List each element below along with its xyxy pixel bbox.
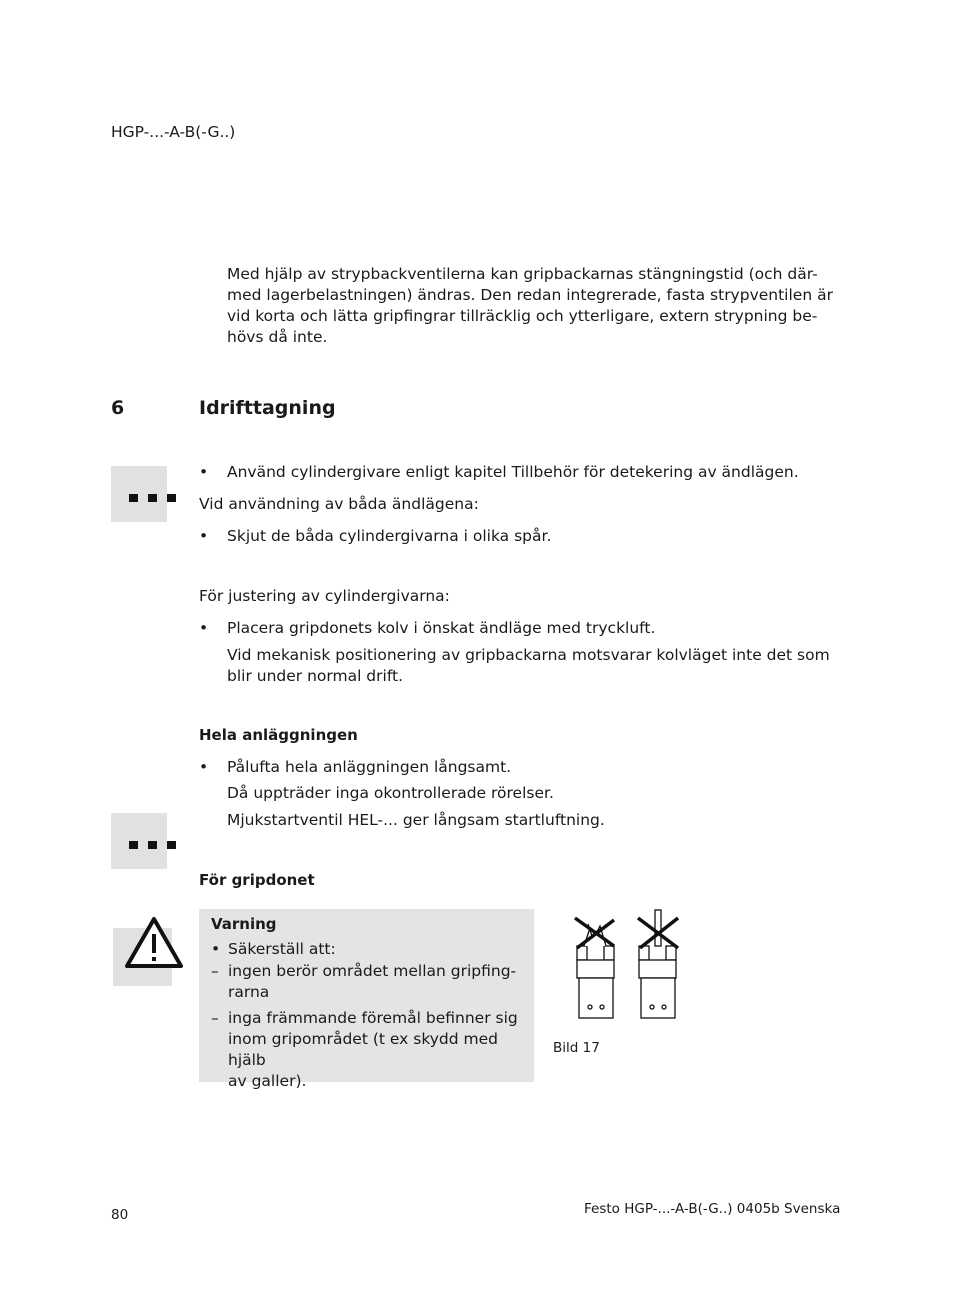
whole-system-heading: Hela anläggningen (199, 726, 358, 744)
note-line: blir under normal drift. (227, 667, 404, 685)
warning-item-line: av galler). (228, 1072, 307, 1090)
bullet-1: • (199, 463, 209, 481)
step-bullet-1: Använd cylindergivare enligt kapitel Tillbehör för detekering av ändlägen. (227, 463, 799, 481)
bullet-4: • (199, 758, 209, 776)
figure-caption: Bild 17 (553, 1040, 600, 1056)
section-title: Idrifttagning (199, 397, 336, 419)
action-squares-icon (111, 466, 167, 522)
bullet-2: • (199, 527, 209, 545)
note-line: Vid mekanisk positionering av gripbackarna motsvarar kolvläget inte det som (227, 646, 830, 664)
gripper-figure (570, 906, 685, 1026)
intro-line: med lagerbelastningen) ändras. Den redan integrerade, fasta strypventilen är (227, 286, 833, 304)
warning-item-1 (228, 961, 516, 1003)
warning-item-2 (228, 1008, 534, 1092)
warning-item-line: rarna (228, 983, 270, 1001)
step-bullet-2: Skjut de båda cylindergivarna i olika spår. (227, 527, 552, 545)
page-number: 80 (111, 1207, 129, 1223)
footer-doc-info: Festo HGP-...-A-B(-G..) 0405b Svenska (584, 1201, 841, 1217)
warning-triangle-icon (113, 914, 185, 972)
gripper-heading: För gripdonet (199, 871, 315, 889)
warning-dash-symbol: – (211, 962, 219, 980)
both-end-positions-text: Vid användning av båda ändlägena: (199, 495, 479, 513)
warning-item-line: inga främmande föremål befinner sig (228, 1009, 518, 1027)
whole-system-line-2: Då uppträder inga okontrollerade rörelser. (227, 784, 554, 802)
warning-dash-symbol: – (211, 1009, 219, 1027)
gripper-left-illustration (575, 918, 614, 1018)
bullet-3: • (199, 619, 209, 637)
warning-intro: Säkerställ att: (228, 940, 336, 958)
warning-box (199, 909, 534, 1090)
intro-line: vid korta och lätta gripfingrar tillräcklig och ytterligare, extern strypning be- (227, 307, 818, 325)
step-bullet-3: Placera gripdonets kolv i önskat ändläge med tryckluft. (227, 619, 656, 637)
whole-system-bullet: Pålufta hela anläggningen långsamt. (227, 758, 512, 776)
warning-item-line: ingen berör området mellan gripfing- (228, 962, 517, 980)
warning-bullet-symbol: • (211, 940, 221, 958)
intro-paragraph (227, 264, 833, 348)
intro-line: Med hjälp av strypbackventilerna kan gripbackarnas stängningstid (och där- (227, 265, 818, 283)
header-doc-code: HGP-...-A-B(-G..) (111, 123, 236, 141)
warning-title: Varning (211, 915, 277, 933)
step-bullet-3-note (227, 645, 830, 687)
action-squares-icon (111, 813, 167, 869)
gripper-right-illustration (638, 910, 678, 1018)
section-number: 6 (111, 397, 125, 419)
warning-item-line: inom gripområdet (t ex skydd med hjälb (228, 1030, 498, 1069)
adjust-intro-text: För justering av cylindergivarna: (199, 587, 450, 605)
intro-line: hövs då inte. (227, 328, 328, 346)
whole-system-line-3: Mjukstartventil HEL-... ger långsam startluftning. (227, 811, 605, 829)
